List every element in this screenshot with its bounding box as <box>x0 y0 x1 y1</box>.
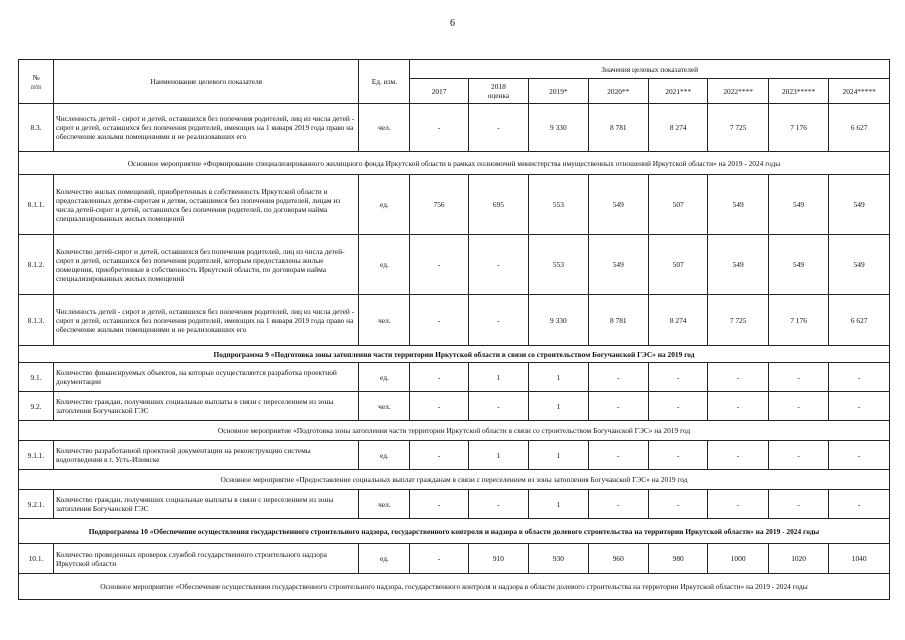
value-cell: - <box>649 392 708 421</box>
value-cell: - <box>410 295 468 346</box>
table-body <box>19 104 890 600</box>
value-cell: 8 274 <box>649 295 708 346</box>
value-cell: - <box>588 441 648 470</box>
page-number: 6 <box>450 18 455 29</box>
value-cell: 1 <box>529 490 588 519</box>
value-cell: 1000 <box>708 544 768 574</box>
table-row <box>19 544 890 574</box>
unit-cell: чел. <box>359 392 410 421</box>
value-cell: 980 <box>649 544 708 574</box>
indicator-name: Количество жилых помещений, приобретенных в собственность Иркутской области и предоставленных детям-сиротам и детям, оставшимся без попечения родителей, лицам из числа детей-сирот и детей, оставшихся без попечения родителей, по договорам найма специализированных жилых помещений <box>54 175 359 235</box>
row-number: 10.1. <box>19 544 54 574</box>
indicator-name: Количество финансируемых объектов, на которые осуществляется разработка проектной документации <box>54 363 359 392</box>
header-year: 2022**** <box>708 79 768 104</box>
section-row <box>19 152 890 175</box>
value-cell: - <box>588 363 648 392</box>
value-cell: - <box>708 490 768 519</box>
row-number: 8.1.3. <box>19 295 54 346</box>
value-cell: - <box>768 363 828 392</box>
value-cell: 695 <box>468 175 528 235</box>
section-title: Основное мероприятие «Формирование специализированного жилищного фонда Иркутской области в рамках полномочий министерства имущественных отношений Иркутской области» на 2019 - 2024 годы <box>19 152 890 175</box>
value-cell: 7 176 <box>768 295 828 346</box>
value-cell: - <box>649 363 708 392</box>
value-cell: - <box>649 490 708 519</box>
value-cell: 910 <box>468 544 528 574</box>
value-cell: 1040 <box>829 544 890 574</box>
row-number: 9.2. <box>19 392 54 421</box>
value-cell: - <box>829 392 890 421</box>
value-cell: - <box>410 490 468 519</box>
indicator-name: Количество граждан, получивших социальные выплаты в связи с переселением из зоны затопления Богучанской ГЭС <box>54 392 359 421</box>
value-cell: 960 <box>588 544 648 574</box>
value-cell: - <box>829 363 890 392</box>
row-number: 8.1.2. <box>19 235 54 295</box>
table-row <box>19 363 890 392</box>
value-cell: 1020 <box>768 544 828 574</box>
indicator-name: Количество проведенных проверок службой государственного строительного надзора Иркутской области <box>54 544 359 574</box>
header-year: 2021*** <box>649 79 708 104</box>
indicator-name: Численность детей - сирот и детей, оставшихся без попечения родителей, лиц из числа детей - сирот и детей, оставшихся без попечения родителей, имеющих на 1 января 2019 года право на обеспечение жилыми помещениями и не реализовавших его <box>54 104 359 152</box>
value-cell: 549 <box>829 235 890 295</box>
table-row <box>19 392 890 421</box>
header-year: 2019* <box>529 79 588 104</box>
table-row <box>19 104 890 152</box>
unit-cell: чел. <box>359 104 410 152</box>
header-year: 2020** <box>588 79 648 104</box>
header-unit: Ед. изм. <box>359 60 410 104</box>
value-cell: - <box>768 392 828 421</box>
value-cell: - <box>410 235 468 295</box>
value-cell: 930 <box>529 544 588 574</box>
table-row <box>19 295 890 346</box>
value-cell: 1 <box>468 441 528 470</box>
value-cell: - <box>468 104 528 152</box>
row-number: 9.2.1. <box>19 490 54 519</box>
value-cell: 507 <box>649 175 708 235</box>
table-row <box>19 441 890 470</box>
value-cell: - <box>468 490 528 519</box>
section-title: Основное мероприятие «Обеспечение осуществления государственного строительного надзора, государственного контроля и надзора в области долевого строительства на территории Иркутской области» на 2019 - 2024 годы <box>19 574 890 600</box>
unit-cell: ед. <box>359 441 410 470</box>
value-cell: - <box>410 441 468 470</box>
value-cell: 8 274 <box>649 104 708 152</box>
row-number: 8.3. <box>19 104 54 152</box>
indicator-name: Численность детей - сирот и детей, оставшихся без попечения родителей, лиц из числа детей - сирот и детей, оставшихся без попечения родителей, имеющих на 1 января 2019 года право на обеспечение жилыми помещениями и не реализовавших его <box>54 295 359 346</box>
row-number: 9.1.1. <box>19 441 54 470</box>
header-name: Наименование целевого показателя <box>54 60 359 104</box>
header-year: 2024***** <box>829 79 890 104</box>
header-year: 2017 <box>410 79 468 104</box>
value-cell: 9 330 <box>529 104 588 152</box>
unit-cell: ед. <box>359 363 410 392</box>
header-year: 2018 оценка <box>468 79 528 104</box>
value-cell: - <box>768 441 828 470</box>
header-year: 2023***** <box>768 79 828 104</box>
row-number: 9.1. <box>19 363 54 392</box>
value-cell: - <box>708 363 768 392</box>
section-row <box>19 470 890 490</box>
header-values-group: Значения целевых показателей <box>410 60 890 79</box>
value-cell: - <box>410 544 468 574</box>
value-cell: - <box>410 392 468 421</box>
value-cell: 549 <box>768 175 828 235</box>
value-cell: 549 <box>588 235 648 295</box>
value-cell: 549 <box>708 235 768 295</box>
value-cell: 6 627 <box>829 295 890 346</box>
unit-cell: чел. <box>359 490 410 519</box>
indicator-name: Количество детей-сирот и детей, оставшихся без попечения родителей, лиц из числа детей-сирот и детей, оставшихся без попечения родителей, которым предоставлены жилые помещения, приобретенные в собственность Иркутской области, по договорам найма специализированных жилых помещений <box>54 235 359 295</box>
value-cell: 756 <box>410 175 468 235</box>
row-number: 8.1.1. <box>19 175 54 235</box>
unit-cell: чел. <box>359 295 410 346</box>
value-cell: 6 627 <box>829 104 890 152</box>
value-cell: 549 <box>768 235 828 295</box>
section-title: Подпрограмма 10 «Обеспечение осуществления государственного строительного надзора, государственного контроля и надзора в области долевого строительства на территории Иркутской области» на 2019 - 2024 годы <box>19 519 890 544</box>
value-cell: 1 <box>529 441 588 470</box>
header-num: № п/п <box>19 60 54 104</box>
value-cell: 553 <box>529 175 588 235</box>
value-cell: - <box>829 490 890 519</box>
value-cell: 549 <box>829 175 890 235</box>
section-title: Подпрограмма 9 «Подготовка зоны затопления части территории Иркутской области в связи со строительством Богучанской ГЭС» на 2019 год <box>19 346 890 363</box>
value-cell: - <box>708 441 768 470</box>
section-row <box>19 346 890 363</box>
unit-cell: ед. <box>359 544 410 574</box>
value-cell: 8 781 <box>588 295 648 346</box>
section-title: Основное мероприятие «Предоставление социальных выплат гражданам в связи с переселением из зоны затопления Богучанской ГЭС» на 2019 год <box>19 470 890 490</box>
table-row <box>19 235 890 295</box>
value-cell: 7 176 <box>768 104 828 152</box>
value-cell: - <box>468 235 528 295</box>
indicators-table <box>18 59 890 600</box>
table-row <box>19 175 890 235</box>
section-row <box>19 421 890 441</box>
unit-cell: ед. <box>359 175 410 235</box>
value-cell: 1 <box>468 363 528 392</box>
value-cell: - <box>468 295 528 346</box>
value-cell: 1 <box>529 392 588 421</box>
value-cell: - <box>649 441 708 470</box>
indicator-name: Количество граждан, получивших социальные выплаты в связи с переселением из зоны затопления Богучанской ГЭС <box>54 490 359 519</box>
value-cell: - <box>768 490 828 519</box>
value-cell: - <box>410 363 468 392</box>
table-row <box>19 490 890 519</box>
section-title: Основное мероприятие «Подготовка зоны затопления части территории Иркутской области в связи со строительством Богучанской ГЭС» на 2019 год <box>19 421 890 441</box>
value-cell: - <box>708 392 768 421</box>
section-row <box>19 574 890 600</box>
value-cell: - <box>468 392 528 421</box>
section-row <box>19 519 890 544</box>
value-cell: 553 <box>529 235 588 295</box>
value-cell: - <box>829 441 890 470</box>
indicator-name: Количество разработанной проектной документации на реконструкцию системы водоотведения в г. Усть-Илимске <box>54 441 359 470</box>
value-cell: 9 330 <box>529 295 588 346</box>
value-cell: 8 781 <box>588 104 648 152</box>
value-cell: 507 <box>649 235 708 295</box>
unit-cell: ед. <box>359 235 410 295</box>
value-cell: 549 <box>708 175 768 235</box>
value-cell: - <box>588 392 648 421</box>
value-cell: - <box>410 104 468 152</box>
value-cell: 7 725 <box>708 295 768 346</box>
value-cell: 7 725 <box>708 104 768 152</box>
value-cell: 1 <box>529 363 588 392</box>
value-cell: - <box>588 490 648 519</box>
value-cell: 549 <box>588 175 648 235</box>
